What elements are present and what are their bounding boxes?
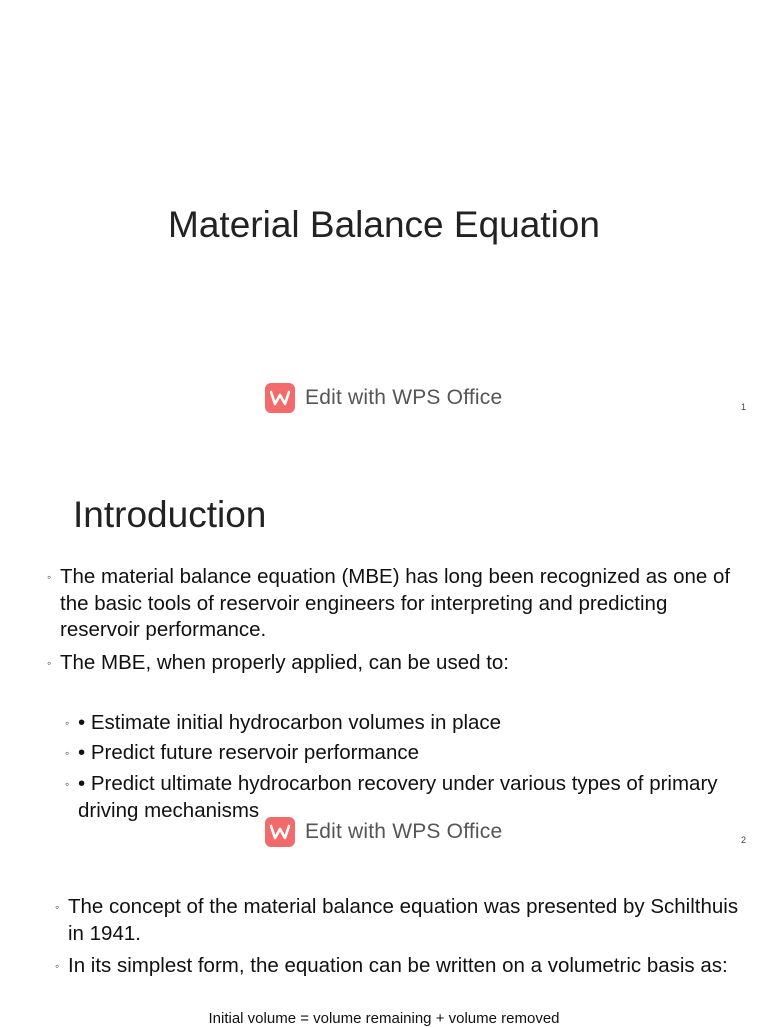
sub-bullet-text: • Predict ultimate hydrocarbon recovery under various types of primary driving mechanisms (78, 772, 718, 822)
wps-watermark[interactable] (265, 817, 502, 847)
bullet-marker-icon: ◦ (55, 959, 60, 973)
watermark-text: Edit with WPS Office (305, 386, 503, 409)
watermark-text: Edit with WPS Office (305, 820, 503, 843)
bullet-marker-icon: ◦ (65, 777, 70, 791)
bullet-item (47, 564, 750, 644)
sub-bullet-text: • Estimate initial hydrocarbon volumes in place (78, 711, 502, 734)
bullet-text: In its simplest form, the equation can be written on a volumetric basis as: (68, 954, 728, 977)
wps-watermark[interactable] (265, 383, 502, 413)
sub-bullet-text: • Predict future reservoir performance (78, 741, 420, 764)
bullet-marker-icon: ◦ (65, 716, 70, 730)
slide-3 (0, 864, 768, 1027)
bullet-text: The material balance equation (MBE) has long been recognized as one of the basic tools of reservoir engineers for interpreting and predicting reservoir performance. (60, 565, 731, 641)
slide-1 (0, 0, 768, 432)
slide-heading: Introduction (73, 494, 267, 535)
bullet-marker-icon: ◦ (47, 656, 52, 670)
slide-2 (0, 432, 768, 864)
bullet-text: The MBE, when properly applied, can be used to: (60, 651, 509, 674)
bullet-item (55, 894, 748, 947)
slide-title: Material Balance Equation (168, 204, 600, 245)
bullet-marker-icon: ◦ (55, 900, 60, 914)
wps-logo-icon (265, 817, 295, 847)
bullet-marker-icon: ◦ (47, 570, 52, 584)
equation-text: Initial volume = volume remaining + volume removed (208, 1010, 560, 1027)
bullet-text: The concept of the material balance equation was presented by Schilthuis in 1941. (68, 895, 739, 945)
sub-bullet-item (65, 740, 748, 767)
bullet-item (55, 953, 748, 980)
page-number: 2 (740, 835, 746, 845)
bullet-item (47, 650, 750, 677)
bullet-marker-icon: ◦ (65, 746, 70, 760)
page-number: 1 (740, 402, 746, 412)
sub-bullet-item (65, 710, 748, 737)
wps-logo-icon (265, 383, 295, 413)
